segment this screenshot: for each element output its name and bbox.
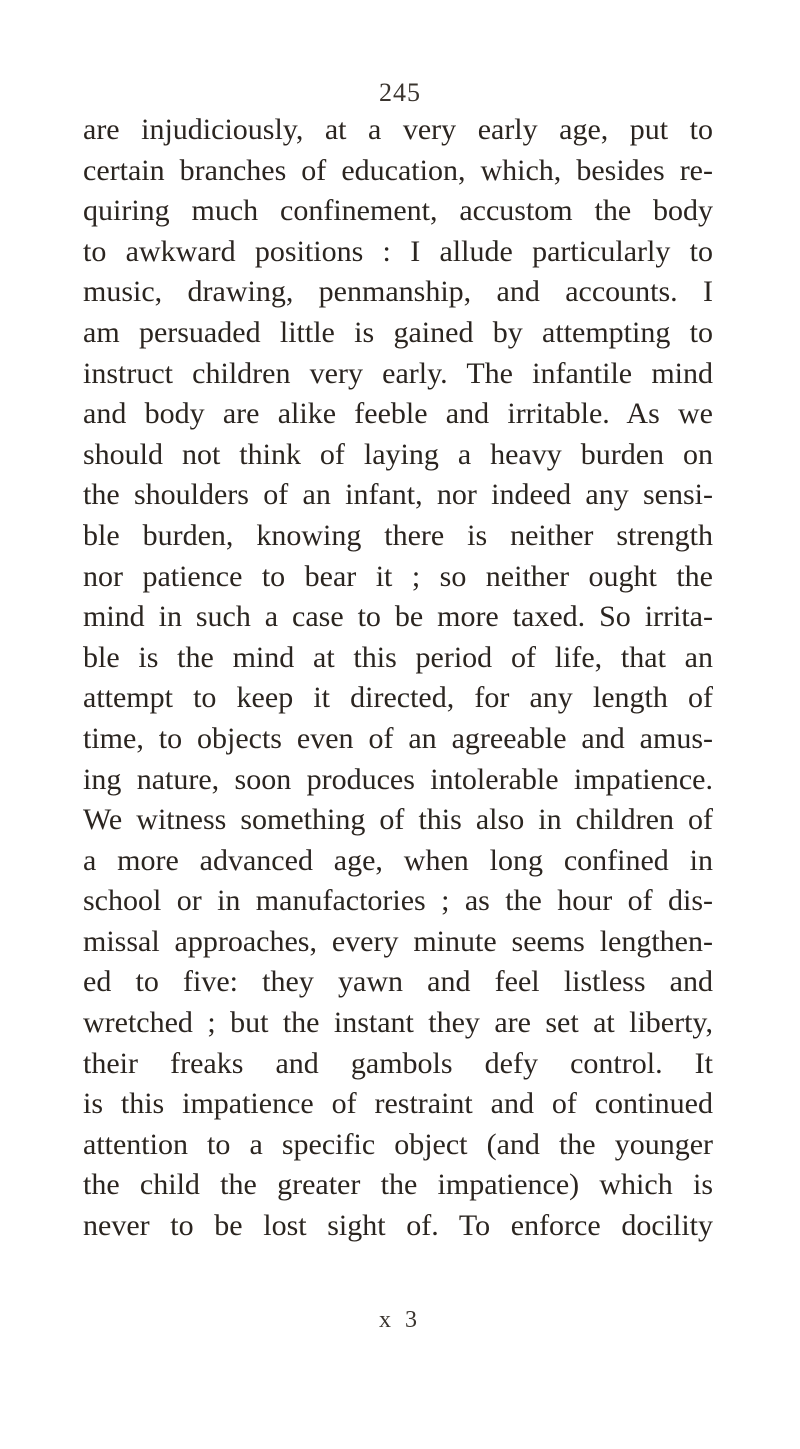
text-line: the shoulders of an infant, nor indeed any sensi-	[83, 478, 713, 512]
text-line: missal approaches, every minute seems lengthen-	[83, 924, 713, 958]
text-line: attempt to keep it directed, for any length of	[83, 681, 713, 715]
text-line: mind in such a case to be more taxed. So irrita-	[83, 600, 713, 634]
body-text	[83, 110, 713, 1247]
text-line: school or in manufactories ; as the hour of dis-	[83, 884, 713, 918]
text-line: wretched ; but the instant they are set at liberty,	[83, 1006, 713, 1040]
text-line: We witness something of this also in children of	[83, 803, 713, 837]
signature-mark: x 3	[379, 1307, 421, 1333]
text-line: ing nature, soon produces intolerable impatience.	[83, 762, 713, 796]
text-line: the child the greater the impatience) which is	[83, 1168, 713, 1202]
text-line: ed to five: they yawn and feel listless and	[83, 965, 713, 999]
text-line: quiring much confinement, accustom the body	[83, 194, 713, 228]
text-line: a more advanced age, when long confined in	[83, 843, 713, 877]
text-line: time, to objects even of an agreeable and amus-	[83, 721, 713, 755]
text-line: certain branches of education, which, besides re-	[83, 153, 713, 187]
text-line: instruct children very early. The infantile mind	[83, 356, 713, 390]
text-line: never to be lost sight of. To enforce docility	[83, 1209, 713, 1243]
text-line: is this impatience of restraint and of continued	[83, 1087, 713, 1121]
text-line: am persuaded little is gained by attempting to	[83, 315, 713, 349]
text-line: are injudiciously, at a very early age, put to	[83, 113, 713, 146]
text-line: and body are alike feeble and irritable. As we	[83, 397, 713, 431]
text-line: to awkward positions : I allude particularly to	[83, 234, 713, 268]
text-line: should not think of laying a heavy burden on	[83, 437, 713, 471]
text-line: ble is the mind at this period of life, that an	[83, 640, 713, 674]
text-line: nor patience to bear it ; so neither ought the	[83, 559, 713, 593]
text-line: attention to a specific object (and the younger	[83, 1127, 713, 1161]
text-line: music, drawing, penmanship, and accounts. I	[83, 275, 713, 309]
text-line: their freaks and gambols defy control. It	[83, 1046, 713, 1080]
page-number: 245	[379, 78, 421, 107]
text-line: ble burden, knowing there is neither strength	[83, 518, 713, 552]
